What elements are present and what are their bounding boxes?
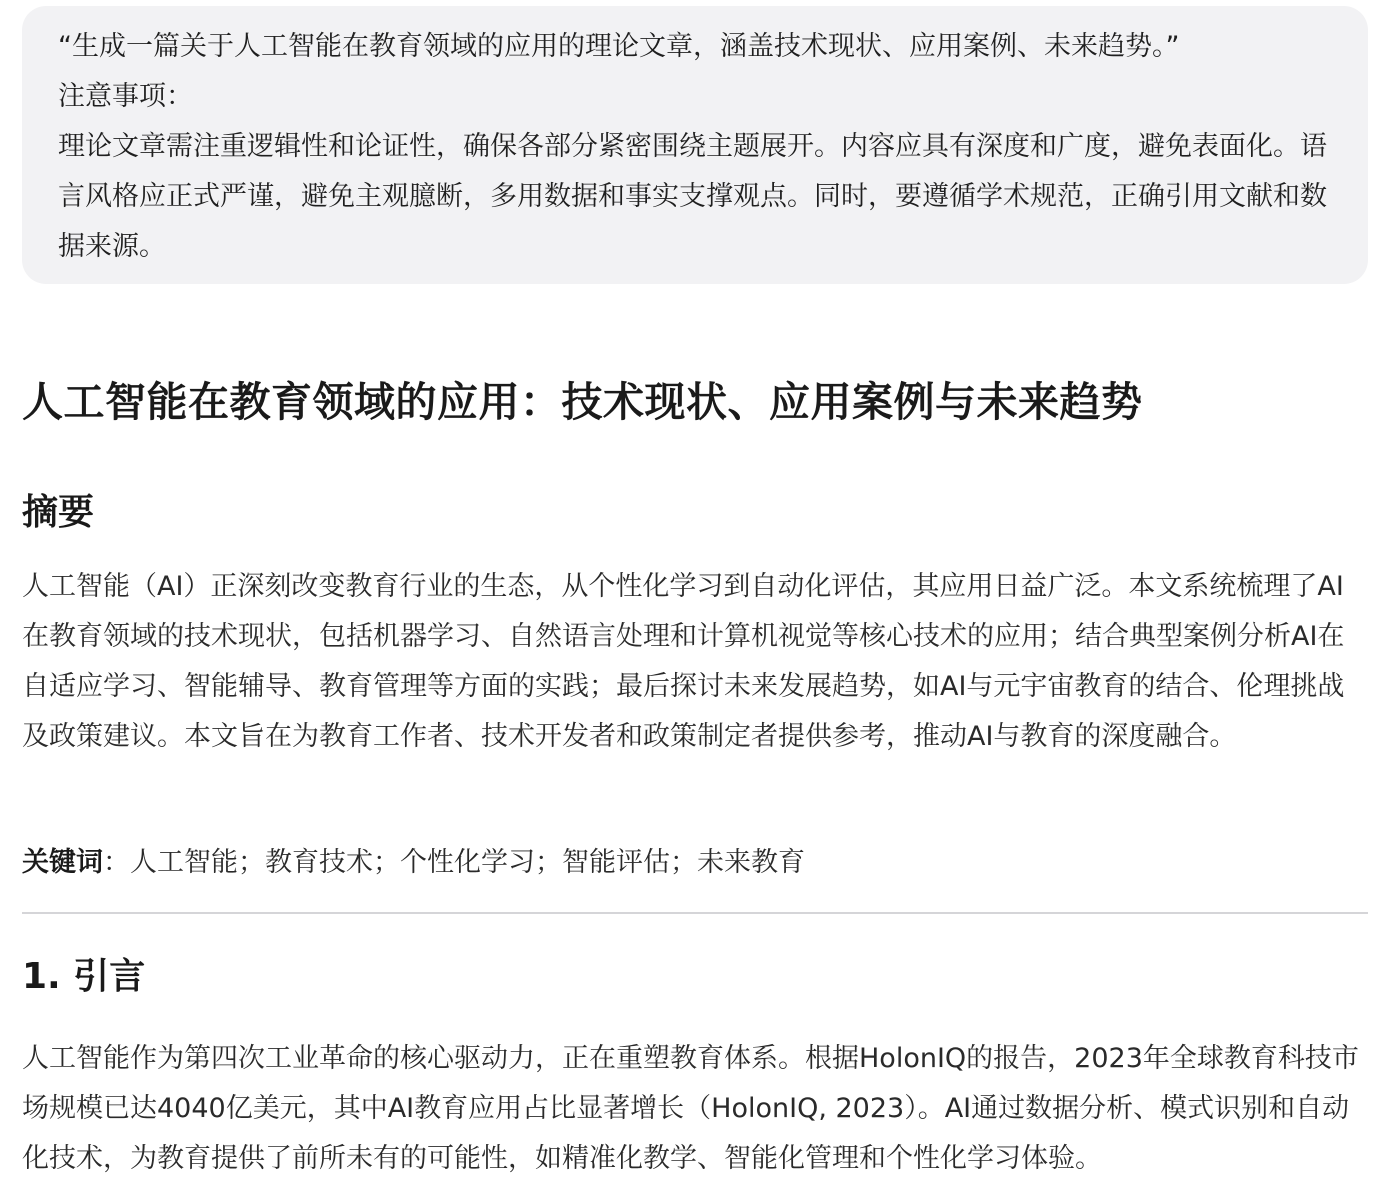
prompt-notes-text: 理论文章需注重逻辑性和论证性，确保各部分紧密围绕主题展开。内容应具有深度和广度，避免表面化。语言风格应正式严谨，避免主观臆断，多用数据和事实支撑观点。同时，要遵循学术规范，正确引用文献和数据来源。 bbox=[58, 131, 1327, 262]
prompt-notes-label: 注意事项： bbox=[58, 81, 193, 112]
abstract-heading: 摘要 bbox=[22, 492, 95, 533]
section-divider bbox=[22, 912, 1368, 914]
keywords-text: ：人工智能；教育技术；个性化学习；智能评估；未来教育 bbox=[103, 847, 805, 878]
prompt-request-text: “生成一篇关于人工智能在教育领域的应用的理论文章，涵盖技术现状、应用案例、未来趋势。” bbox=[58, 31, 1180, 62]
assistant-response-article bbox=[22, 300, 1368, 1174]
user-prompt-bubble bbox=[22, 6, 1368, 284]
abstract-paragraph: 人工智能（AI）正深刻改变教育行业的生态，从个性化学习到自动化评估，其应用日益广泛。本文系统梳理了AI在教育领域的技术现状，包括机器学习、自然语言处理和计算机视觉等核心技术的应用；结合典型案例分析AI在自适应学习、智能辅导、教育管理等方面的实践；最后探讨未来发展趋势，如AI与元宇宙教育的结合、伦理挑战及政策建议。本文旨在为教育工作者、技术开发者和政策制定者提供参考，推动AI与教育的深度融合。 bbox=[22, 571, 1345, 752]
article-title: 人工智能在教育领域的应用：技术现状、应用案例与未来趋势 bbox=[22, 378, 1143, 426]
keywords-line bbox=[22, 838, 805, 888]
intro-heading: 1. 引言 bbox=[22, 956, 146, 997]
intro-paragraph: 人工智能作为第四次工业革命的核心驱动力，正在重塑教育体系。根据HolonIQ的报告，2023年全球教育科技市场规模已达4040亿美元，其中AI教育应用占比显著增长（HolonIQ, 2023）。AI通过数据分析、模式识别和自动化技术，为教育提供了前所未有的可能性，如精准化教学、智能化管理和个性化学习体验。 bbox=[22, 1043, 1359, 1174]
keywords-label: 关键词 bbox=[22, 847, 103, 878]
